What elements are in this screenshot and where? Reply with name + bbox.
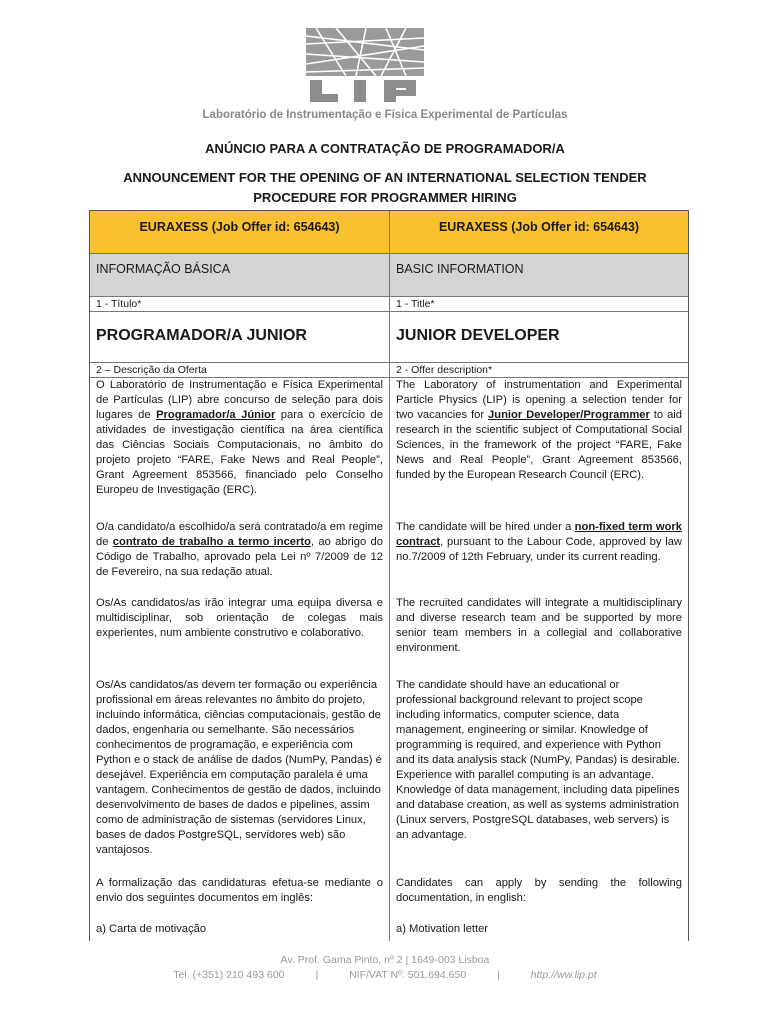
contract-term-pt: contrato de trabalho a termo incerto [112,536,311,548]
paragraph-1-en: The Laboratory of instrumentation and Experimental Particle Physics (LIP) is opening a selection tender for two vacancies for Junior Developer/Programmer to aid research in the scientific subject of Computational Social Sciences, in the framework of the project “FARE, Fake News and Real People”, Grant Agreement 853566, funded by the European Research Council (ERC). [396,379,682,481]
paragraph-3-row [90,588,688,664]
footer-sep-1: | [315,969,319,981]
description-label-en: 2 - Offer description* [389,363,688,377]
euraxess-pt: EURAXESS (Job Offer id: 654643) [90,211,389,253]
announcement-table [89,210,689,941]
paragraph-3-en: The recruited candidates will integrate a multidisciplinary and diverse research team and be supported by more senior team members in a collegial and collaborative environment. [396,597,682,654]
euraxess-row [90,211,688,254]
job-title-row [90,312,688,363]
paragraph-5-pt: A formalização das candidaturas efetua-se mediante o envio dos seguintes documentos em inglês: [96,877,383,904]
underlined-term-pt: Programador/a Júnior [156,409,276,421]
euraxess-en: EURAXESS (Job Offer id: 654643) [389,211,688,253]
job-title-pt: PROGRAMADOR/A JUNIOR [96,327,307,344]
underlined-term-en: Junior Developer/Programmer [488,409,650,421]
page-title-en: ANNOUNCEMENT FOR THE OPENING OF AN INTERNATIONAL SELECTION TENDER PROCEDURE FOR PROGRAMMER HIRING [123,170,647,205]
paragraph-4-en: The candidate should have an educational or professional background relevant to project scope including informatics, computer science, data management, engineering or similar. Knowledge of programming is required, and experience with Python and its data analysis stack (NumPy, Pandas) is desirable. Experience with parallel computing is an advantage. Knowledge of data management, including data pipelines and database creation, as well as systems administration (Linux servers, PostgreSQL databases, web servers) is an advantage. [396,679,680,841]
footer-url-link[interactable]: http://ww.lip.pt [530,969,597,981]
basic-info-pt: INFORMAÇÃO BÁSICA [90,254,389,296]
paragraph-6-row [90,914,688,941]
footer-sep-2: | [497,969,500,981]
paragraph-5-row [90,866,688,914]
footer-address: Av. Prof. Gama Pinto, nº 2 | 1649-003 Lisboa [280,954,490,966]
description-label-pt: 2 – Descrição da Oferta [96,364,207,376]
title-label-en: 1 - Title* [389,297,688,311]
basic-info-en: BASIC INFORMATION [389,254,688,296]
job-title-en: JUNIOR DEVELOPER [389,312,688,362]
paragraph-2-en: The candidate will be hired under a non-fixed term work contract, pursuant to the Labour Code, approved by law no.7/2009 of 12th February, under its current reading. [396,521,682,563]
page-title-pt: ANÚNCIO PARA A CONTRATAÇÃO DE PROGRAMADOR/A [205,141,565,156]
contract-term-en: non-fixed term work contract [396,521,682,548]
lab-name: Laboratório de Instrumentação e Física Experimental de Partículas [202,109,568,121]
description-label-row [90,363,688,378]
paragraph-1-pt: O Laboratório de Instrumentação e Física Experimental de Partículas (LIP) abre concurso de seleção para dois lugares de Programador/a Júnior para o exercício de atividades de investigação científica na área científica das Ciências Sociais Computacionais, no âmbito do projeto projeto “FARE, Fake News and Real People”, Grant Agreement 853566, financiado pelo Conselho Europeu de Investigação (ERC). [96,379,383,496]
title-label-pt: 1 - Título* [96,298,142,310]
description-body [90,378,688,506]
footer-nif: NIF/VAT Nº. 501.694.650 [349,969,467,981]
paragraph-2-pt: O/a candidato/a escolhido/a será contratado/a em regime de contrato de trabalho a termo incerto, ao abrigo do Código de Trabalho, aprovado pela Lei nº 7/2009 de 12 de Fevereiro, na sua redação atual. [96,521,383,578]
lip-logo [306,28,424,104]
title-label-row [90,297,688,312]
footer-tel: Tel. (+351) 210 493 600 [173,969,285,981]
paragraph-4-pt: Os/As candidatos/as devem ter formação ou experiência profissional em áreas relevantes no âmbito do projeto, incluindo informática, ciências computacionais, gestão de dados, engenharia ou semelhante. São necessários conhecimentos de programação, e experiência com Python e o stack de análise de dados (NumPy, Pandas) é desejável. Experiência em computação paralela é uma vantagem. Conhecimentos de gestão de dados, incluindo desenvolvimento de bases de dados e pipelines, assim como de administração de sistemas (servidores Linux, bases de dados PostgreSQL, servidores web) são vantajosos. [96,679,382,856]
paragraph-4-row [90,664,688,866]
paragraph-3-pt: Os/As candidatos/as irão integrar uma equipa diversa e multidisciplinar, sob orientação de colegas mais experientes, num ambiente construtivo e colaborativo. [96,597,383,639]
paragraph-5-en: Candidates can apply by sending the following documentation, in english: [396,877,682,904]
motivation-letter-pt: a) Carta de motivação [96,923,207,935]
motivation-letter-en: a) Motivation letter [396,923,489,935]
basic-info-row [90,254,688,297]
paragraph-2-row [90,506,688,588]
footer-contacts [0,969,770,981]
